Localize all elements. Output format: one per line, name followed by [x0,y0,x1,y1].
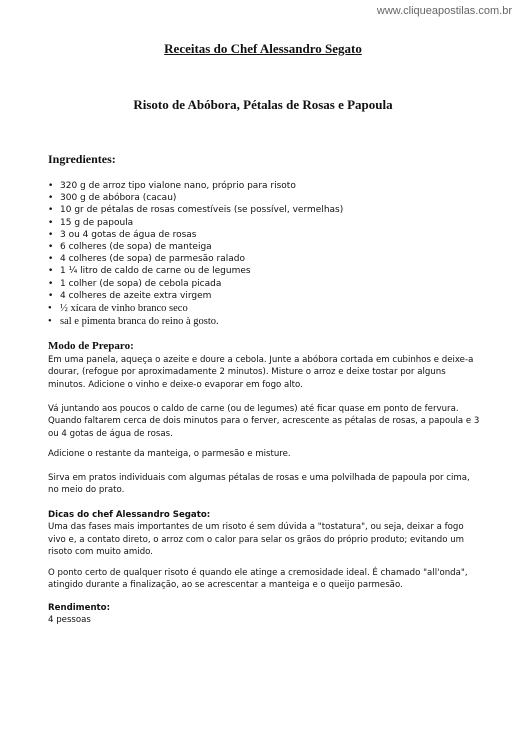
recipe-title: Risoto de Abóbora, Pétalas de Rosas e Papoula [133,97,393,112]
list-item: • 4 colheres de azeite extra virgem [48,290,343,302]
list-item: • 3 ou 4 gotas de água de rosas [48,229,343,241]
preparo-paragraph-4 [48,472,480,497]
list-item: • 1 ¼ litro de caldo de carne ou de legumes [48,265,343,277]
preparo-paragraph-2 [48,403,480,440]
site-url: www.cliqueapostilas.com.br [376,5,512,17]
preparo-heading: Modo de Preparo: [48,340,134,352]
paragraph: Sirva em pratos individuais com algumas pétalas de rosas e uma polvilhada de papoula por cima, no meio do prato. [48,473,470,496]
list-item: • 15 g de papoula [48,217,343,229]
preparo-paragraph-3 [48,448,480,460]
rendimento-section [48,602,480,627]
list-item: • 320 g de arroz tipo vialone nano, próprio para risoto [48,180,343,192]
dicas-heading: Dicas do chef Alessandro Segato: [48,510,211,520]
list-item: • 6 colheres (de sopa) de manteiga [48,241,343,253]
list-item: • 1 colher (de sopa) de cebola picada [48,278,343,290]
paragraph: Em uma panela, aqueça o azeite e doure a cebola. Junte a abóbora cortada em cubinhos e deixe-a dourar, (refogue por aproximadamente 2 minutos). Misture o arroz e deixe tostar por alguns minutos. Adicione o vinho e deixe-o evaporar em fogo alto. [48,355,474,390]
document-title: Receitas do Chef Alessandro Segato [164,41,362,56]
list-item: • 300 g de abóbora (cacau) [48,192,343,204]
list-item: • 10 gr de pétalas de rosas comestíveis (se possível, vermelhas) [48,204,343,216]
preparo-paragraph-1 [48,354,480,391]
rendimento-heading: Rendimento: [48,603,111,613]
rendimento-value: 4 pessoas [48,615,91,626]
paragraph: O ponto certo de qualquer risoto é quando ele atinge a cremosidade ideal. É chamado "all'onda", atingido durante a finalização, ao se acrescentar a manteiga e o queijo parmesão. [48,568,468,591]
paragraph: Vá juntando aos poucos o caldo de carne (ou de legumes) até ficar quase em ponto de fervura. Quando faltarem cerca de dois minutos para o ferver, acrescente as pétalas de rosas, a papoula e 3 ou 4 gotas de água de rosas. [48,404,480,439]
paragraph: Uma das fases mais importantes de um risoto é sem dúvida a "tostatura", ou seja, deixar a fogo vivo e, a contato direto, o arroz com o calor para selar os grãos do próprio produto; evitando um risoto com muito amido. [48,522,465,558]
dicas-paragraph-2 [48,567,480,592]
list-item: • sal e pimenta branca do reino à gosto. [48,315,343,328]
ingredients-heading: Ingredientes: [48,152,116,166]
list-item: • ½ xícara de vinho branco seco [48,302,343,315]
list-item: • 4 colheres (de sopa) de parmesão ralado [48,253,343,265]
paragraph: Adicione o restante da manteiga, o parmesão e misture. [48,449,291,459]
dicas-section [48,509,480,559]
ingredients-list [48,180,343,328]
